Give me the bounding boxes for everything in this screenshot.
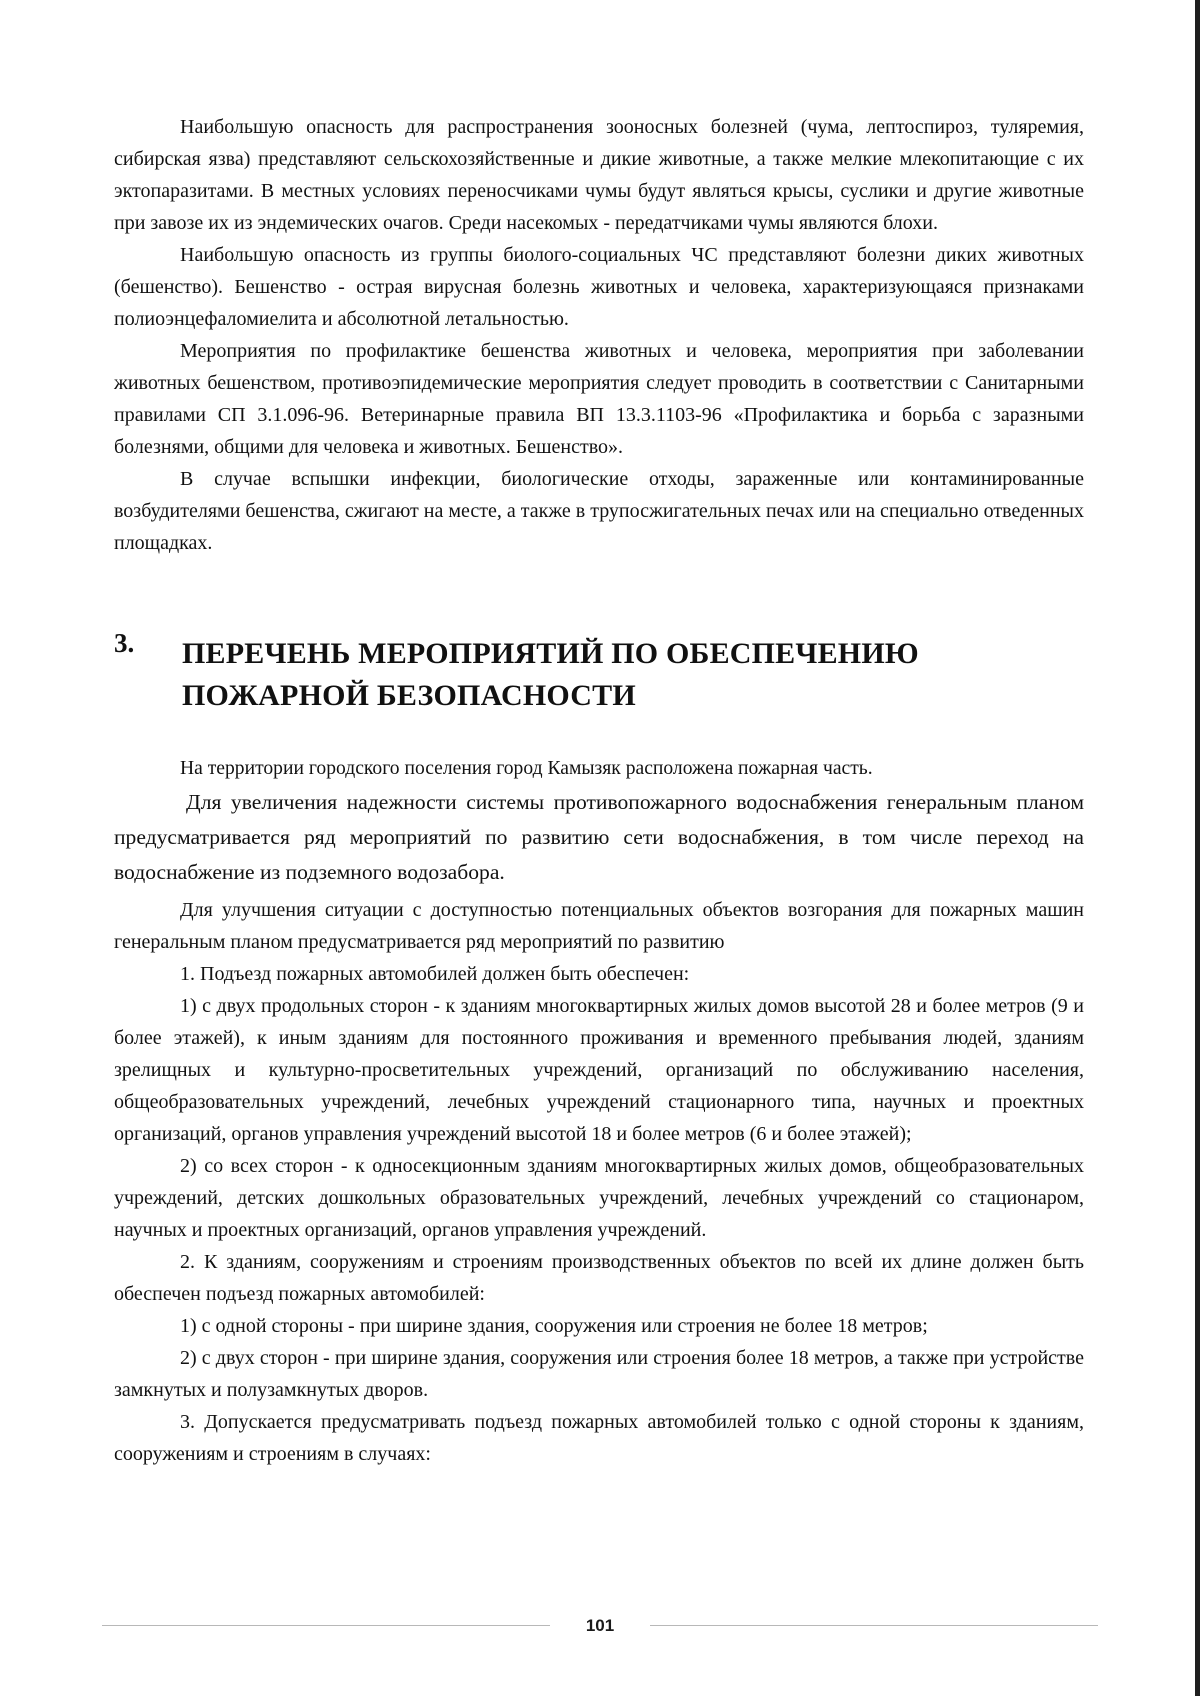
page-footer — [102, 1612, 1098, 1640]
section-title: ПЕРЕЧЕНЬ МЕРОПРИЯТИЙ ПО ОБЕСПЕЧЕНИЮ ПОЖАРНОЙ БЕЗОПАСНОСТИ — [182, 637, 919, 712]
list-item-1-1: 1) с двух продольных сторон - к зданиям многоквартирных жилых домов высотой 28 и более метров (9 и более этажей), к иным зданиям для постоянного проживания и временного пребывания людей, зданиям зрелищных и культурно-просветительных учреждений, организаций по обслуживанию населения, общеобразовательных учреждений, лечебных учреждений стационарного типа, научных и проектных организаций, органов управления учреждений высотой 18 и более метров (6 и более этажей); — [114, 995, 1084, 1145]
footer-rule-right — [650, 1625, 1098, 1626]
list-item-3: 3. Допускается предусматривать подъезд пожарных автомобилей только с одной стороны к зданиям, сооружениям и строениям в случаях: — [114, 1411, 1084, 1465]
paragraph-rabies-measures: Мероприятия по профилактике бешенства животных и человека, мероприятия при заболевании животных бешенством, противоэпидемические мероприятия следует проводить в соответствии с Санитарными правилами СП 3.1.096-96. Ветеринарные правила ВП 13.3.1103-96 «Профилактика и борьба с заразными болезнями, общими для человека и животных. Бешенство». — [114, 340, 1084, 458]
section-body — [114, 753, 1084, 1470]
list-item-2-1: 1) с одной стороны - при ширине здания, сооружения или строения не более 18 метров; — [180, 1315, 928, 1337]
paragraph-fire-station: На территории городского поселения город Камызяк расположена пожарная часть. — [180, 758, 873, 779]
page-edge — [1195, 0, 1200, 1696]
page-number: 101 — [585, 1616, 615, 1635]
paragraph-zoonoses: Наибольшую опасность для распространения зооносных болезней (чума, лептоспироз, туляремия, сибирская язва) представляют сельскохозяйственные и дикие животные, а также мелкие млекопитающие с их эктопаразитами. В местных условиях переносчиками чумы будут являться крысы, суслики и другие животные при завозе их из эндемических очагов. Среди насекомых - передатчиками чумы являются блохи. — [114, 116, 1084, 234]
document-page — [114, 111, 1084, 1470]
list-item-2-2: 2) с двух сторон - при ширине здания, сооружения или строения более 18 метров, а также при устройстве замкнутых и полузамкнутых дворов. — [114, 1347, 1084, 1401]
list-item-2: 2. К зданиям, сооружениям и строениям производственных объектов по всей их длине должен быть обеспечен подъезд пожарных автомобилей: — [114, 1251, 1084, 1305]
paragraph-water-supply: Для увеличения надежности системы противопожарного водоснабжения генеральным планом предусматривается ряд мероприятий по развитию сети водоснабжения, в том числе переход на водоснабжение из подземного водозабора. — [114, 790, 1084, 884]
paragraph-rabies-danger: Наибольшую опасность из группы биолого-социальных ЧС представляют болезни диких животных (бешенство). Бешенство - острая вирусная болезнь животных и человека, характеризующаяся признаками полиоэнцефаломиелита и абсолютной летальностью. — [114, 244, 1084, 330]
list-item-1: 1. Подъезд пожарных автомобилей должен быть обеспечен: — [180, 963, 690, 985]
list-item-1-2: 2) со всех сторон - к односекционным зданиям многоквартирных жилых домов, общеобразовательных учреждений, детских дошкольных образовательных учреждений, лечебных учреждений со стационаром, научных и проектных организаций, органов управления учреждений. — [114, 1155, 1084, 1241]
section-number: 3. — [114, 628, 135, 658]
footer-rule-left — [102, 1625, 550, 1626]
section-heading — [114, 623, 1084, 733]
paragraph-accessibility: Для улучшения ситуации с доступностью потенциальных объектов возгорания для пожарных машин генеральным планом предусматривается ряд мероприятий по развитию — [114, 899, 1084, 953]
paragraph-biological-waste: В случае вспышки инфекции, биологические отходы, зараженные или контаминированные возбудителями бешенства, сжигают на месте, а также в трупосжигательных печах или на специально отведенных площадках. — [114, 468, 1084, 554]
